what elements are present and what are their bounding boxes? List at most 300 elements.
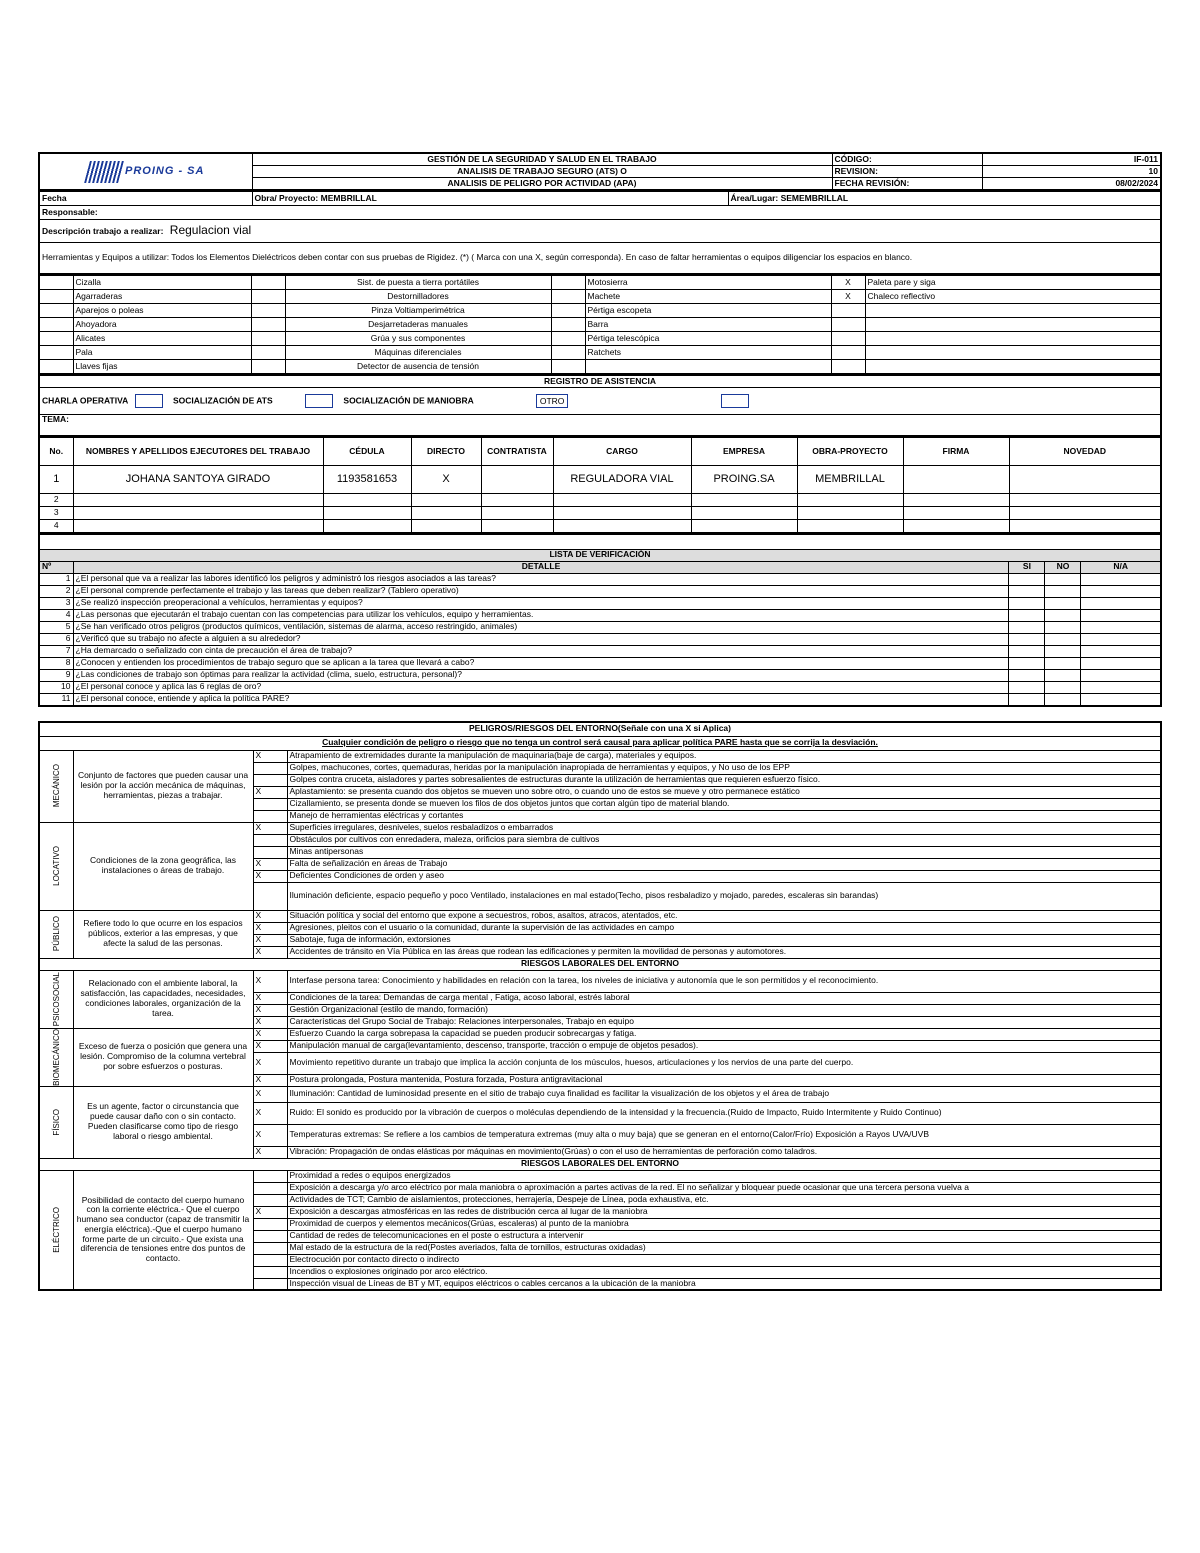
peligro-item: Manejo de herramientas eléctricas y cortantes bbox=[287, 810, 1161, 822]
peligro-group-desc: Es un agente, factor o circunstancia que puede causar daño con o sin contacto. Pueden clasificarse como tipo de riesgo laboral o riesgo ambiental. bbox=[73, 1086, 253, 1158]
tool-check[interactable] bbox=[551, 276, 585, 290]
tools-table bbox=[38, 275, 1162, 375]
peligro-check[interactable]: X bbox=[253, 822, 287, 834]
peligro-check[interactable] bbox=[253, 1170, 287, 1182]
verificacion-detalle: ¿Las personas que ejecutarán el trabajo cuentan con las competencias para utilizar los vehículos, equipo y herramientas. bbox=[73, 609, 1009, 621]
peligro-group-desc: Relacionado con el ambiente laboral, la satisfacción, las capacidades, necesidades, condiciones laborales, organización de la tarea. bbox=[73, 970, 253, 1028]
peligro-check[interactable] bbox=[253, 774, 287, 786]
asistencia-cell[interactable]: JOHANA SANTOYA GIRADO bbox=[73, 466, 323, 494]
laborales-title-row bbox=[39, 1158, 1161, 1170]
asistencia-cell[interactable] bbox=[797, 507, 903, 520]
asistencia-cell[interactable]: 2 bbox=[39, 494, 73, 507]
verificacion-no[interactable] bbox=[1045, 657, 1081, 669]
verificacion-no[interactable] bbox=[1045, 597, 1081, 609]
verificacion-si[interactable] bbox=[1009, 693, 1045, 706]
asistencia-title: REGISTRO DE ASISTENCIA bbox=[39, 376, 1161, 388]
tool-check[interactable] bbox=[831, 360, 865, 375]
revision-label: REVISION: bbox=[832, 166, 982, 178]
peligro-item: Incendios o explosiones originado por arco eléctrico. bbox=[287, 1266, 1161, 1278]
asistencia-cell[interactable] bbox=[903, 507, 1009, 520]
charla-label: CHARLA OPERATIVA bbox=[42, 395, 129, 406]
asistencia-cell[interactable]: REGULADORA VIAL bbox=[553, 466, 691, 494]
peligro-check[interactable]: X bbox=[253, 1206, 287, 1218]
peligro-row bbox=[39, 1170, 1161, 1182]
asistencia-cell[interactable] bbox=[411, 494, 481, 507]
tool-check[interactable] bbox=[551, 318, 585, 332]
peligro-row bbox=[39, 750, 1161, 762]
verificacion-detalle: ¿El personal conoce, entiende y aplica la política PARE? bbox=[73, 693, 1009, 706]
fecha-revision-value: 08/02/2024 bbox=[982, 178, 1161, 191]
peligro-item: Aplastamiento: se presenta cuando dos objetos se mueven uno sobre otro, o cuando uno de estos se mueve y otro permanece estático bbox=[287, 786, 1161, 798]
tool-row bbox=[39, 318, 1161, 332]
tool-name: Sist. de puesta a tierra portátiles bbox=[285, 276, 551, 290]
tool-check[interactable] bbox=[251, 318, 285, 332]
asistencia-cell[interactable]: 1193581653 bbox=[323, 466, 411, 494]
peligro-item: Sabotaje, fuga de información, extorsiones bbox=[287, 934, 1161, 946]
asistencia-col-header: EMPRESA bbox=[691, 438, 797, 466]
verificacion-na[interactable] bbox=[1081, 609, 1161, 621]
verificacion-na[interactable] bbox=[1081, 657, 1161, 669]
tool-check[interactable]: X bbox=[831, 290, 865, 304]
verificacion-num: 4 bbox=[39, 609, 73, 621]
verificacion-row bbox=[39, 681, 1161, 693]
verificacion-no[interactable] bbox=[1045, 585, 1081, 597]
tool-row bbox=[39, 346, 1161, 360]
peligro-item: Condiciones de la tarea: Demandas de carga mental , Fatiga, acoso laboral, estrés laboral bbox=[287, 992, 1161, 1004]
tool-name bbox=[865, 360, 1161, 375]
peligro-check[interactable]: X bbox=[253, 786, 287, 798]
verificacion-na[interactable] bbox=[1081, 669, 1161, 681]
asistencia-cell[interactable] bbox=[411, 507, 481, 520]
tool-check[interactable] bbox=[251, 332, 285, 346]
verificacion-row bbox=[39, 645, 1161, 657]
verificacion-si[interactable] bbox=[1009, 585, 1045, 597]
asistencia-cell[interactable] bbox=[73, 520, 323, 533]
asistencia-row bbox=[39, 466, 1161, 494]
area-label: Área/Lugar: SEMEMBRILLAL bbox=[728, 192, 1161, 206]
fecha-label: Fecha bbox=[39, 192, 252, 206]
verificacion-no[interactable] bbox=[1045, 693, 1081, 706]
asistencia-cell[interactable] bbox=[903, 494, 1009, 507]
asistencia-cell[interactable] bbox=[797, 520, 903, 533]
peligro-item: Exposición a descarga y/o arco eléctrico por mala maniobra o aproximación a partes activas de la red. El no señalizar y bloquear puede ocasionar que una tercera persona vuelva a bbox=[287, 1182, 1161, 1194]
asistencia-cell[interactable] bbox=[481, 494, 553, 507]
tool-check[interactable] bbox=[551, 304, 585, 318]
peligro-check[interactable]: X bbox=[253, 946, 287, 958]
tool-check[interactable] bbox=[831, 346, 865, 360]
fecha-revision-label: FECHA REVISIÓN: bbox=[832, 178, 982, 191]
asistencia-cell[interactable] bbox=[691, 494, 797, 507]
tool-name bbox=[865, 304, 1161, 318]
peligro-item: Características del Grupo Social de Trabajo: Relaciones interpersonales, Trabajo en equipo bbox=[287, 1016, 1161, 1028]
verificacion-num: 2 bbox=[39, 585, 73, 597]
verificacion-no[interactable] bbox=[1045, 645, 1081, 657]
peligro-item: Obstáculos por cultivos con enredadera, maleza, orificios para siembra de cultivos bbox=[287, 834, 1161, 846]
tool-check[interactable] bbox=[39, 304, 73, 318]
asistencia-cell[interactable] bbox=[323, 507, 411, 520]
tool-check[interactable] bbox=[39, 276, 73, 290]
asistencia-cell[interactable] bbox=[323, 520, 411, 533]
verificacion-detalle: ¿Las condiciones de trabajo son óptimas para realizar la actividad (clima, suelo, estructura, personal)? bbox=[73, 669, 1009, 681]
peligro-check[interactable] bbox=[253, 846, 287, 858]
peligro-group-name: BIOMECÁNICO bbox=[51, 1028, 61, 1086]
verificacion-row bbox=[39, 621, 1161, 633]
peligro-group-label bbox=[39, 822, 73, 910]
peligro-check[interactable]: X bbox=[253, 750, 287, 762]
tool-name: Desjarretaderas manuales bbox=[285, 318, 551, 332]
peligro-item: Accidentes de tránsito en Vía Pública en las áreas que rodean las edificaciones y permiten la movilidad de personas y automotores. bbox=[287, 946, 1161, 958]
verificacion-row bbox=[39, 597, 1161, 609]
peligro-check[interactable]: X bbox=[253, 1074, 287, 1086]
asistencia-cell[interactable]: PROING.SA bbox=[691, 466, 797, 494]
peligro-check[interactable] bbox=[253, 1278, 287, 1290]
tool-name: Aparejos o poleas bbox=[73, 304, 251, 318]
verificacion-no[interactable] bbox=[1045, 633, 1081, 645]
verificacion-si[interactable] bbox=[1009, 669, 1045, 681]
verificacion-row bbox=[39, 657, 1161, 669]
verificacion-section bbox=[38, 534, 1162, 707]
tool-check[interactable] bbox=[251, 276, 285, 290]
asistencia-cell[interactable]: X bbox=[411, 466, 481, 494]
tool-name: Alicates bbox=[73, 332, 251, 346]
revision-value: 10 bbox=[982, 166, 1161, 178]
verificacion-no[interactable] bbox=[1045, 573, 1081, 585]
otro-checkbox[interactable] bbox=[536, 394, 568, 408]
peligro-check[interactable]: X bbox=[253, 1016, 287, 1028]
tool-check[interactable] bbox=[551, 346, 585, 360]
asistencia-col-header: CÉDULA bbox=[323, 438, 411, 466]
asistencia-cell[interactable]: 1 bbox=[39, 466, 73, 494]
tool-check[interactable] bbox=[39, 318, 73, 332]
tool-check[interactable] bbox=[39, 290, 73, 304]
laborales-title: RIESGOS LABORALES DEL ENTORNO bbox=[39, 1158, 1161, 1170]
verificacion-detalle: ¿Verificó que su trabajo no afecte a alguien a su alrededor? bbox=[73, 633, 1009, 645]
peligro-check[interactable] bbox=[253, 1230, 287, 1242]
asistencia-row bbox=[39, 494, 1161, 507]
asistencia-cell[interactable] bbox=[797, 494, 903, 507]
asistencia-col-header: NOMBRES Y APELLIDOS EJECUTORES DEL TRABAJO bbox=[73, 438, 323, 466]
tool-name: Destornilladores bbox=[285, 290, 551, 304]
verificacion-si[interactable] bbox=[1009, 573, 1045, 585]
verificacion-row bbox=[39, 573, 1161, 585]
laborales-title: RIESGOS LABORALES DEL ENTORNO bbox=[39, 958, 1161, 970]
descripcion-value: Regulacion vial bbox=[169, 223, 252, 238]
asistencia-cell[interactable] bbox=[1009, 466, 1161, 494]
peligro-check[interactable]: X bbox=[253, 922, 287, 934]
herramientas-text: Herramientas y Equipos a utilizar: Todos los Elementos Dieléctricos deben contar con sus pruebas de Rigidez. (*) ( Marca con una X, según corresponda). En caso de faltar herramientas o equipos diligenciar los espacios en blanco. bbox=[39, 243, 1161, 275]
laborales-title-row bbox=[39, 958, 1161, 970]
peligro-check[interactable] bbox=[253, 1254, 287, 1266]
tool-check[interactable] bbox=[39, 346, 73, 360]
asistencia-cell[interactable]: MEMBRILLAL bbox=[797, 466, 903, 494]
asistencia-cell[interactable] bbox=[553, 520, 691, 533]
obra-label: Obra/ Proyecto: MEMBRILLAL bbox=[252, 192, 728, 206]
tool-check[interactable] bbox=[831, 318, 865, 332]
tool-check[interactable] bbox=[251, 290, 285, 304]
peligro-check[interactable]: X bbox=[253, 858, 287, 870]
tool-name: Paleta pare y siga bbox=[865, 276, 1161, 290]
peligro-item: Cantidad de redes de telecomunicaciones en el poste o estructura a intervenir bbox=[287, 1230, 1161, 1242]
verificacion-num: 5 bbox=[39, 621, 73, 633]
verificacion-no[interactable] bbox=[1045, 621, 1081, 633]
verificacion-no[interactable] bbox=[1045, 681, 1081, 693]
asistencia-cell[interactable] bbox=[1009, 520, 1161, 533]
asistencia-cell[interactable] bbox=[1009, 507, 1161, 520]
peligro-check[interactable] bbox=[253, 1242, 287, 1254]
codigo-label: CÓDIGO: bbox=[832, 153, 982, 166]
peligro-group-label bbox=[39, 1028, 73, 1086]
tool-check[interactable] bbox=[251, 346, 285, 360]
verificacion-no[interactable] bbox=[1045, 609, 1081, 621]
verificacion-num: 8 bbox=[39, 657, 73, 669]
peligro-check[interactable]: X bbox=[253, 1028, 287, 1040]
tool-name: Chaleco reflectivo bbox=[865, 290, 1161, 304]
peligro-group-name: MECÁNICO bbox=[51, 764, 61, 808]
verificacion-na[interactable] bbox=[1081, 585, 1161, 597]
verificacion-na[interactable] bbox=[1081, 573, 1161, 585]
peligro-check[interactable]: X bbox=[253, 934, 287, 946]
verificacion-detalle: ¿El personal que va a realizar las labores identificó los peligros y administró los riesgos asociados a las tareas? bbox=[73, 573, 1009, 585]
col-na: N/A bbox=[1081, 561, 1161, 573]
verificacion-num: 7 bbox=[39, 645, 73, 657]
verificacion-detalle: ¿Se realizó inspección preoperacional a vehículos, herramientas y equipos? bbox=[73, 597, 1009, 609]
tool-name: Agarraderas bbox=[73, 290, 251, 304]
asistencia-cell[interactable] bbox=[553, 507, 691, 520]
peligro-check[interactable] bbox=[253, 882, 287, 910]
asistencia-cell[interactable] bbox=[481, 520, 553, 533]
header-title-3: ANALISIS DE PELIGRO POR ACTIVIDAD (APA) bbox=[252, 178, 832, 191]
asistencia-cell[interactable]: 4 bbox=[39, 520, 73, 533]
peligro-item: Deficientes Condiciones de orden y aseo bbox=[287, 870, 1161, 882]
verificacion-si[interactable] bbox=[1009, 609, 1045, 621]
peligro-item: Proximidad a redes o equipos energizados bbox=[287, 1170, 1161, 1182]
peligro-item: Manipulación manual de carga(levantamiento, descenso, transporte, tracción o empuje de objetos pesados). bbox=[287, 1040, 1161, 1052]
peligro-group-name: FÍSICO bbox=[51, 1108, 61, 1136]
peligro-check[interactable] bbox=[253, 1218, 287, 1230]
peligro-group-label bbox=[39, 910, 73, 958]
tool-name: Barra bbox=[585, 318, 831, 332]
asistencia-cell[interactable] bbox=[553, 494, 691, 507]
tool-name: Llaves fijas bbox=[73, 360, 251, 375]
tool-check[interactable] bbox=[831, 304, 865, 318]
tool-row bbox=[39, 304, 1161, 318]
asistencia-col-header: OBRA-PROYECTO bbox=[797, 438, 903, 466]
peligro-check[interactable] bbox=[253, 1194, 287, 1206]
peligros-section bbox=[38, 721, 1162, 1292]
peligro-check[interactable]: X bbox=[253, 1086, 287, 1102]
tool-name: Pala bbox=[73, 346, 251, 360]
peligro-group-desc: Refiere todo lo que ocurre en los espacios públicos, exterior a las empresas, y que afecte la salud de las personas. bbox=[73, 910, 253, 958]
peligro-item: Proximidad de cuerpos y elementos mecánicos(Grúas, escaleras) al punto de la maniobra bbox=[287, 1218, 1161, 1230]
asistencia-cell[interactable] bbox=[903, 466, 1009, 494]
verificacion-na[interactable] bbox=[1081, 633, 1161, 645]
verificacion-no[interactable] bbox=[1045, 669, 1081, 681]
tool-check[interactable] bbox=[39, 332, 73, 346]
tool-name: Ahoyadora bbox=[73, 318, 251, 332]
asistencia-cell[interactable] bbox=[73, 494, 323, 507]
form-header bbox=[38, 152, 1162, 191]
asistencia-table bbox=[38, 437, 1162, 534]
tool-check[interactable] bbox=[39, 360, 73, 375]
peligro-check[interactable]: X bbox=[253, 1004, 287, 1016]
peligro-item: Postura prolongada, Postura mantenida, Postura forzada, Postura antigravitacional bbox=[287, 1074, 1161, 1086]
peligro-group-name: PÚBLICO bbox=[51, 916, 61, 952]
tool-name: Cizalla bbox=[73, 276, 251, 290]
peligro-row bbox=[39, 822, 1161, 834]
asistencia-col-header: CONTRATISTA bbox=[481, 438, 553, 466]
tool-name: Máquinas diferenciales bbox=[285, 346, 551, 360]
peligro-group-desc: Exceso de fuerza o posición que genera una lesión. Compromiso de la columna vertebral por sobre esfuerzos o posturas. bbox=[73, 1028, 253, 1086]
peligro-item: Actividades de TCT; Cambio de aislamientos, protecciones, herrajería, Despeje de Línea, poda exhaustiva, etc. bbox=[287, 1194, 1161, 1206]
verificacion-detalle: ¿El personal conoce y aplica las 6 reglas de oro? bbox=[73, 681, 1009, 693]
tool-check[interactable]: X bbox=[831, 276, 865, 290]
verificacion-si[interactable] bbox=[1009, 633, 1045, 645]
peligro-check[interactable]: X bbox=[253, 1040, 287, 1052]
tool-check[interactable] bbox=[551, 290, 585, 304]
tool-name: Detector de ausencia de tensión bbox=[285, 360, 551, 375]
verificacion-row bbox=[39, 609, 1161, 621]
asistencia-cell[interactable] bbox=[481, 507, 553, 520]
verificacion-detalle: ¿Conocen y entienden los procedimientos de trabajo seguro que se aplican a la tarea que llevará a cabo? bbox=[73, 657, 1009, 669]
tool-name: Pinza Voltiamperimétrica bbox=[285, 304, 551, 318]
tool-check[interactable] bbox=[251, 304, 285, 318]
otro-extra-checkbox[interactable] bbox=[721, 394, 749, 408]
peligro-check[interactable]: X bbox=[253, 992, 287, 1004]
asistencia-row bbox=[39, 520, 1161, 533]
asistencia-cell[interactable] bbox=[73, 507, 323, 520]
tool-check[interactable] bbox=[551, 360, 585, 375]
peligro-group-label bbox=[39, 750, 73, 822]
peligro-check[interactable] bbox=[253, 762, 287, 774]
peligro-item: Ruido: El sonido es producido por la vibración de cuerpos o moléculas dependiendo de la intensidad y la frecuencia.(Ruido de Impacto, Ruido Intermitente y Ruido Continuo) bbox=[287, 1102, 1161, 1124]
peligro-check[interactable]: X bbox=[253, 970, 287, 992]
peligro-item: Situación política y social del entorno que expone a secuestros, robos, asaltos, atracos, atentados, etc. bbox=[287, 910, 1161, 922]
peligro-item: Iluminación: Cantidad de luminosidad presente en el sitio de trabajo cuya finalidad es facilitar la visualización de los objetos y el área de trabajo bbox=[287, 1086, 1161, 1102]
peligro-row bbox=[39, 910, 1161, 922]
responsable-label: Responsable: bbox=[39, 206, 1161, 220]
tool-row bbox=[39, 332, 1161, 346]
verificacion-na[interactable] bbox=[1081, 645, 1161, 657]
verificacion-spacer bbox=[39, 534, 1161, 549]
tool-name bbox=[865, 346, 1161, 360]
peligro-check[interactable] bbox=[253, 810, 287, 822]
asistencia-col-header: DIRECTO bbox=[411, 438, 481, 466]
peligro-group-desc: Conjunto de factores que pueden causar una lesión por la acción mecánica de máquinas, herramientas, piezas a trabajar. bbox=[73, 750, 253, 822]
col-no2: NO bbox=[1045, 561, 1081, 573]
peligro-group-desc: Posibilidad de contacto del cuerpo humano con la corriente eléctrica.- Que el cuerpo humano sea conductor (capaz de transmitir la energía eléctrica).-Que el cuerpo humano forme parte de un circuito.- Que exista una diferencia de tensiones entre dos puntos de contacto. bbox=[73, 1170, 253, 1290]
ats-form bbox=[38, 152, 1162, 1291]
tool-name bbox=[585, 360, 831, 375]
peligro-check[interactable]: X bbox=[253, 1124, 287, 1146]
col-detalle: DETALLE bbox=[73, 561, 1009, 573]
tool-check[interactable] bbox=[831, 332, 865, 346]
charla-checkbox[interactable] bbox=[135, 394, 163, 408]
tool-check[interactable] bbox=[551, 332, 585, 346]
peligro-item: Exposición a descargas atmosféricas en las redes de distribución cerca al lugar de la maniobra bbox=[287, 1206, 1161, 1218]
verificacion-si[interactable] bbox=[1009, 645, 1045, 657]
verificacion-row bbox=[39, 585, 1161, 597]
tool-check[interactable] bbox=[251, 360, 285, 375]
peligro-row bbox=[39, 1086, 1161, 1102]
peligro-check[interactable]: X bbox=[253, 1052, 287, 1074]
peligro-item: Superficies irregulares, desniveles, suelos resbaladizos o embarrados bbox=[287, 822, 1161, 834]
socializacion-ats-checkbox[interactable] bbox=[305, 394, 333, 408]
peligro-group-label bbox=[39, 1086, 73, 1158]
asistencia-col-header: FIRMA bbox=[903, 438, 1009, 466]
codigo-value: IF-011 bbox=[982, 153, 1161, 166]
socializacion-maniobra-label: SOCIALIZACIÓN DE MANIOBRA bbox=[343, 395, 474, 406]
peligro-group-name: PSICOSOCIAL bbox=[51, 971, 61, 1027]
tool-name: Ratchets bbox=[585, 346, 831, 360]
peligro-item: Cizallamiento, se presenta donde se mueven los filos de dos objetos juntos que cortan algún tipo de material blando. bbox=[287, 798, 1161, 810]
verificacion-si[interactable] bbox=[1009, 681, 1045, 693]
asistencia-col-header: No. bbox=[39, 438, 73, 466]
peligros-subtitle: Cualquier condición de peligro o riesgo que no tenga un control será causal para aplicar política PARE hasta que se corrija la desviación. bbox=[39, 736, 1161, 750]
header-title-1: GESTIÓN DE LA SEGURIDAD Y SALUD EN EL TRABAJO bbox=[252, 153, 832, 166]
peligro-check[interactable] bbox=[253, 798, 287, 810]
asistencia-cell[interactable] bbox=[411, 520, 481, 533]
peligro-item: Electrocución por contacto directo o indirecto bbox=[287, 1254, 1161, 1266]
peligro-item: Interfase persona tarea: Conocimiento y habilidades en relación con la tarea, los niveles de iniciativa y autonomía que le son permitidos y el reconocimiento. bbox=[287, 970, 1161, 992]
asistencia-cell[interactable] bbox=[691, 520, 797, 533]
peligro-row bbox=[39, 970, 1161, 992]
verificacion-num: 9 bbox=[39, 669, 73, 681]
logo-mark bbox=[84, 161, 124, 183]
tool-name bbox=[865, 332, 1161, 346]
peligro-check[interactable] bbox=[253, 834, 287, 846]
peligro-item: Esfuerzo Cuando la carga sobrepasa la capacidad se pueden producir sobrecargas y fatiga. bbox=[287, 1028, 1161, 1040]
peligro-group-label bbox=[39, 1170, 73, 1290]
verificacion-detalle: ¿Ha demarcado o señalizado con cinta de precaución el área de trabajo? bbox=[73, 645, 1009, 657]
peligro-check[interactable]: X bbox=[253, 910, 287, 922]
verificacion-na[interactable] bbox=[1081, 597, 1161, 609]
otro-label: OTRO bbox=[539, 396, 565, 406]
verificacion-num: 6 bbox=[39, 633, 73, 645]
peligro-check[interactable]: X bbox=[253, 870, 287, 882]
asistencia-cell[interactable] bbox=[691, 507, 797, 520]
asistencia-cell[interactable] bbox=[481, 466, 553, 494]
verificacion-title: LISTA DE VERIFICACIÓN bbox=[39, 549, 1161, 561]
asistencia-cell[interactable] bbox=[1009, 494, 1161, 507]
verificacion-si[interactable] bbox=[1009, 597, 1045, 609]
verificacion-na[interactable] bbox=[1081, 621, 1161, 633]
peligro-item: Mal estado de la estructura de la red(Postes averiados, falta de tornillos, estructuras oxidadas) bbox=[287, 1242, 1161, 1254]
verificacion-row bbox=[39, 633, 1161, 645]
company-logo bbox=[39, 153, 252, 190]
verificacion-detalle: ¿El personal comprende perfectamente el trabajo y las tareas que deben realizar? (Tablero operativo) bbox=[73, 585, 1009, 597]
verificacion-na[interactable] bbox=[1081, 693, 1161, 706]
tool-name bbox=[865, 318, 1161, 332]
peligro-check[interactable] bbox=[253, 1182, 287, 1194]
tool-name: Pértiga telescópica bbox=[585, 332, 831, 346]
peligro-item: Movimiento repetitivo durante un trabajo que implica la acción conjunta de los músculos, huesos, articulaciones y los nervios de una parte del cuerpo. bbox=[287, 1052, 1161, 1074]
verificacion-detalle: ¿Se han verificado otros peligros (productos químicos, ventilación, sistemas de alarma, acceso restringido, animales) bbox=[73, 621, 1009, 633]
verificacion-si[interactable] bbox=[1009, 657, 1045, 669]
asistencia-cell[interactable] bbox=[903, 520, 1009, 533]
peligro-group-desc: Condiciones de la zona geográfica, las instalaciones o áreas de trabajo. bbox=[73, 822, 253, 910]
peligro-check[interactable]: X bbox=[253, 1102, 287, 1124]
peligros-title: PELIGROS/RIESGOS DEL ENTORNO(Señale con una X si Aplica) bbox=[39, 722, 1161, 737]
asistencia-cell[interactable] bbox=[323, 494, 411, 507]
peligro-check[interactable] bbox=[253, 1266, 287, 1278]
verificacion-na[interactable] bbox=[1081, 681, 1161, 693]
peligro-group-label bbox=[39, 970, 73, 1028]
peligro-check[interactable]: X bbox=[253, 1146, 287, 1158]
peligro-item: Inspección visual de Líneas de BT y MT, equipos eléctricos o cables cercanos a la ubicación de la maniobra bbox=[287, 1278, 1161, 1290]
asistencia-cell[interactable]: 3 bbox=[39, 507, 73, 520]
peligro-row bbox=[39, 1028, 1161, 1040]
verificacion-si[interactable] bbox=[1009, 621, 1045, 633]
